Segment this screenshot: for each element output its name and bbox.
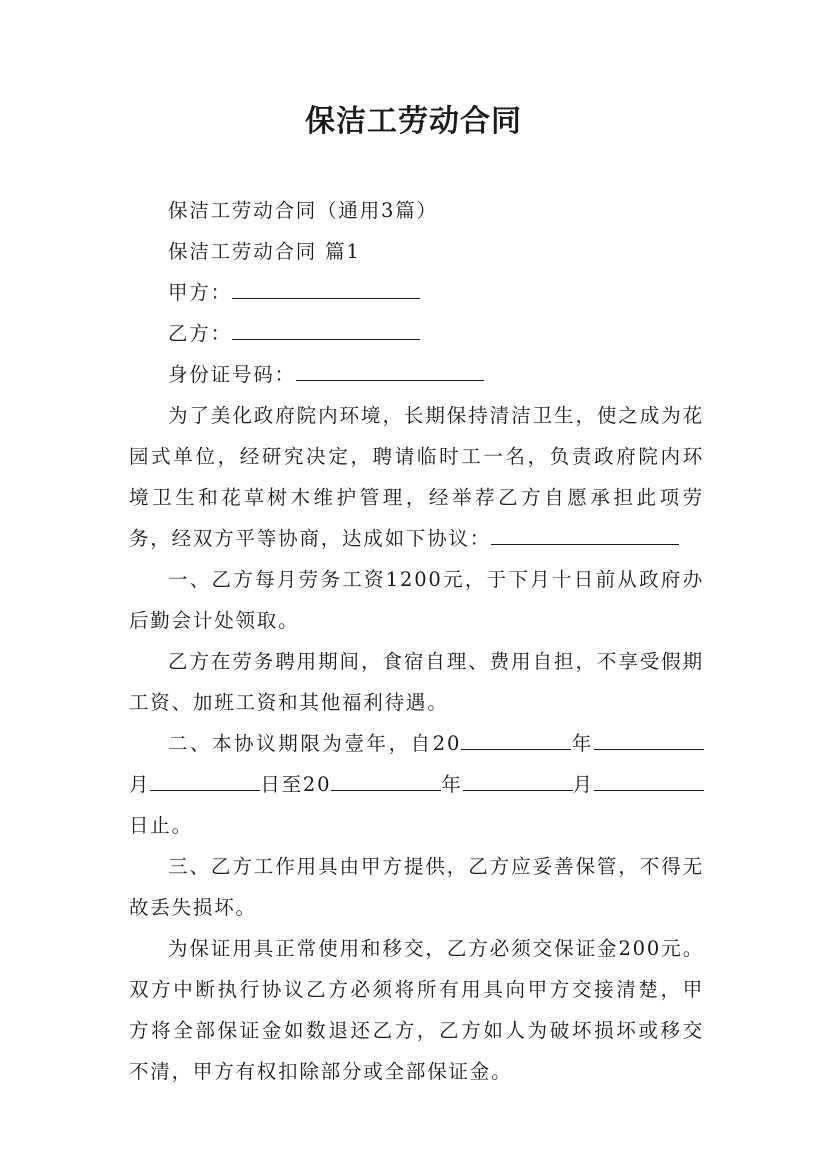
party-a-line: 甲方： — [129, 272, 704, 313]
clause-3-note: 为保证用具正常使用和移交，乙方必须交保证金200元。双方中断执行协议乙方必须将所有用具向甲方交接清楚，甲方将全部保证金如数退还乙方，乙方如人为破坏损坏或移交不清，甲方有权扣除部分或全部保证金。 — [129, 937, 704, 1083]
section-heading: 保洁工劳动合同 篇1 — [168, 240, 361, 263]
party-b-line: 乙方： — [129, 313, 704, 354]
id-number-blank — [296, 354, 484, 381]
clause-2: 二、本协议期限为壹年，自20 年月 日至20 年 月日止。 — [129, 723, 704, 846]
start-day-blank — [150, 764, 260, 791]
party-b-blank — [232, 313, 420, 340]
intro-paragraph: 为了美化政府院内环境，长期保持清洁卫生，使之成为花园式单位，经研究决定，聘请临时工一名，负责政府院内环境卫生和花草树木维护管理，经举荐乙方自愿承担此项劳务，经双方平等协商，达成如下协议： — [129, 404, 704, 550]
clause-1: 一、乙方每月劳务工资1200元，于下月十日前从政府办后勤会计处领取。 — [129, 568, 704, 632]
start-year-blank — [461, 723, 571, 750]
clause-3: 三、乙方工作用具由甲方提供，乙方应妥善保管，不得无故丢失损坏。 — [129, 855, 704, 919]
id-number-line: 身份证号码： — [129, 354, 704, 395]
party-a-blank — [232, 272, 420, 299]
end-month-blank — [463, 764, 573, 791]
document-title: 保洁工劳动合同 — [305, 104, 522, 139]
start-month-blank — [594, 723, 704, 750]
clause-1-note: 乙方在劳务聘用期间，食宿自理、费用自担，不享受假期工资、加班工资和其他福利待遇。 — [129, 650, 704, 714]
document-subtitle: 保洁工劳动合同（通用3篇） — [168, 199, 438, 222]
document-body — [129, 190, 704, 1092]
end-day-blank — [594, 764, 704, 791]
end-year-blank — [331, 764, 441, 791]
agreement-blank — [491, 518, 679, 545]
